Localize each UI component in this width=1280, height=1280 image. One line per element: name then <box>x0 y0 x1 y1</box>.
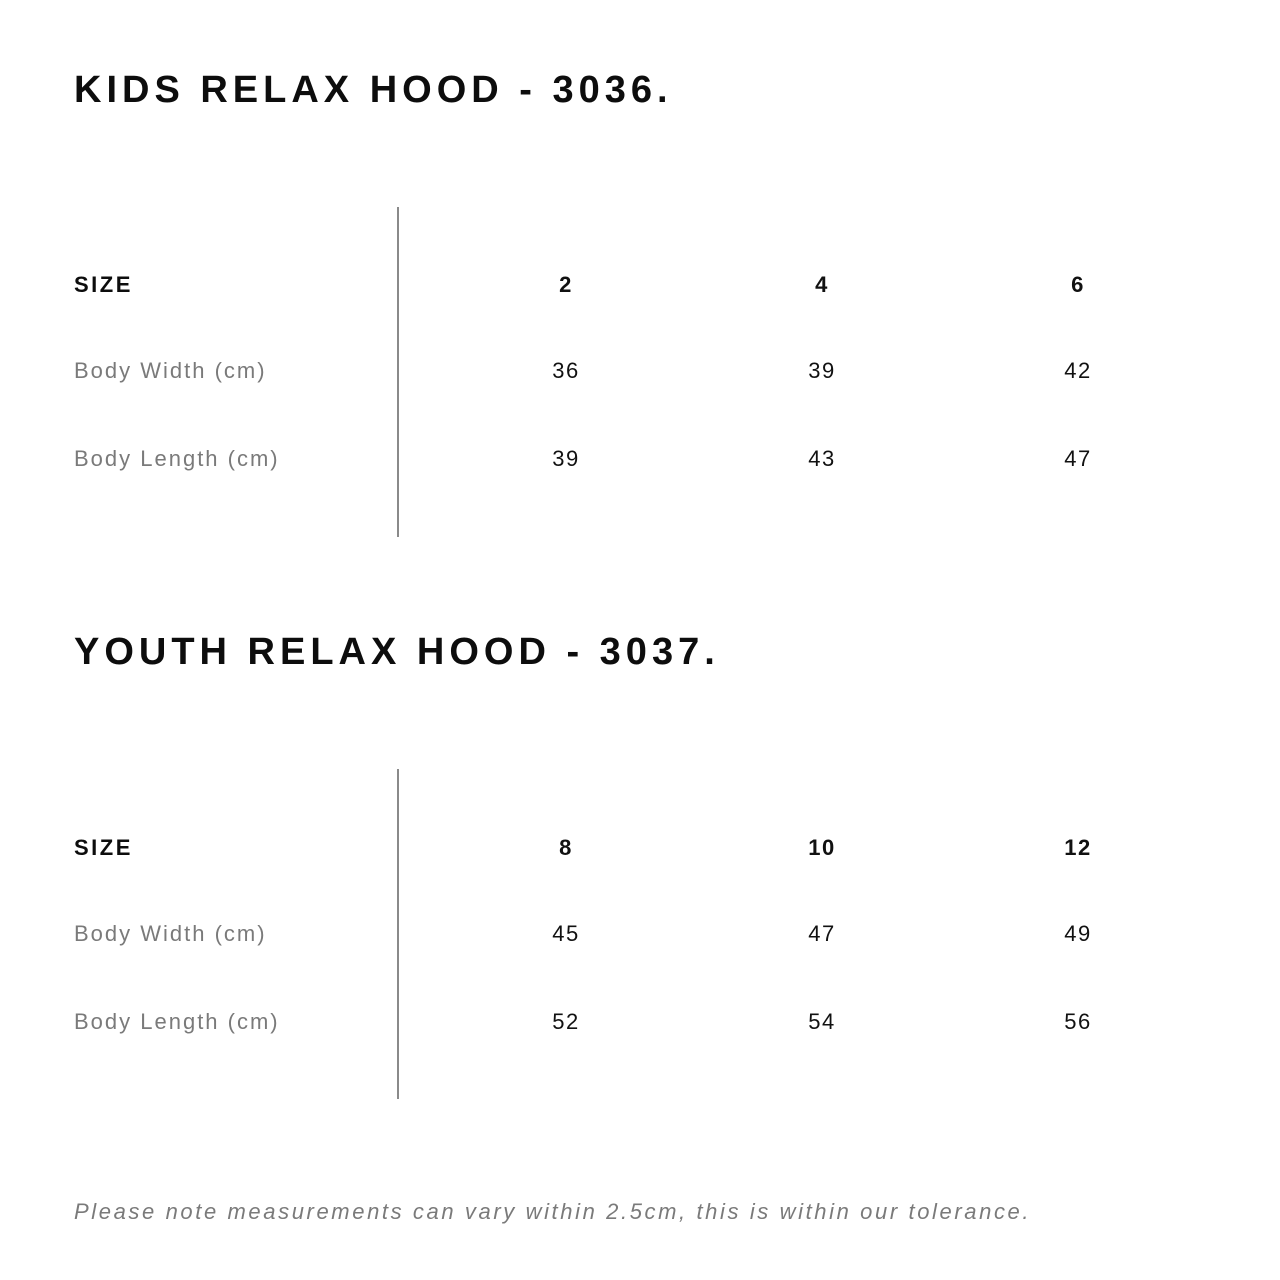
tolerance-footnote: Please note measurements can vary within 2.5cm, this is within our tolerance. <box>74 1199 1032 1224</box>
size-header-cell: 12 <box>1064 835 1092 860</box>
body-width-label: Body Width (cm) <box>74 358 267 383</box>
size-header-cell: 10 <box>808 835 836 860</box>
table-cell: 54 <box>808 1009 836 1034</box>
youth-size-table <box>0 769 1280 1099</box>
table-cell: 45 <box>552 921 580 946</box>
size-row-label: SIZE <box>74 272 133 297</box>
table-cell: 49 <box>1064 921 1092 946</box>
table-cell: 47 <box>808 921 836 946</box>
body-length-label: Body Length (cm) <box>74 1009 280 1034</box>
table-cell: 36 <box>552 358 580 383</box>
table-cell: 47 <box>1064 446 1092 471</box>
body-width-label: Body Width (cm) <box>74 921 267 946</box>
table-cell: 42 <box>1064 358 1092 383</box>
table-divider <box>397 769 399 1099</box>
kids-size-table <box>0 207 1280 537</box>
size-header-cell: 6 <box>1071 272 1085 297</box>
table-cell: 43 <box>808 446 836 471</box>
table-divider <box>397 207 399 537</box>
body-length-label: Body Length (cm) <box>74 446 280 471</box>
kids-section-title: KIDS RELAX HOOD - 3036. <box>74 69 673 111</box>
size-header-cell: 4 <box>815 272 829 297</box>
table-cell: 56 <box>1064 1009 1092 1034</box>
youth-section-title: YOUTH RELAX HOOD - 3037. <box>74 631 720 673</box>
size-header-cell: 2 <box>559 272 573 297</box>
table-cell: 39 <box>808 358 836 383</box>
table-cell: 39 <box>552 446 580 471</box>
table-cell: 52 <box>552 1009 580 1034</box>
size-header-cell: 8 <box>559 835 573 860</box>
size-row-label: SIZE <box>74 835 133 860</box>
